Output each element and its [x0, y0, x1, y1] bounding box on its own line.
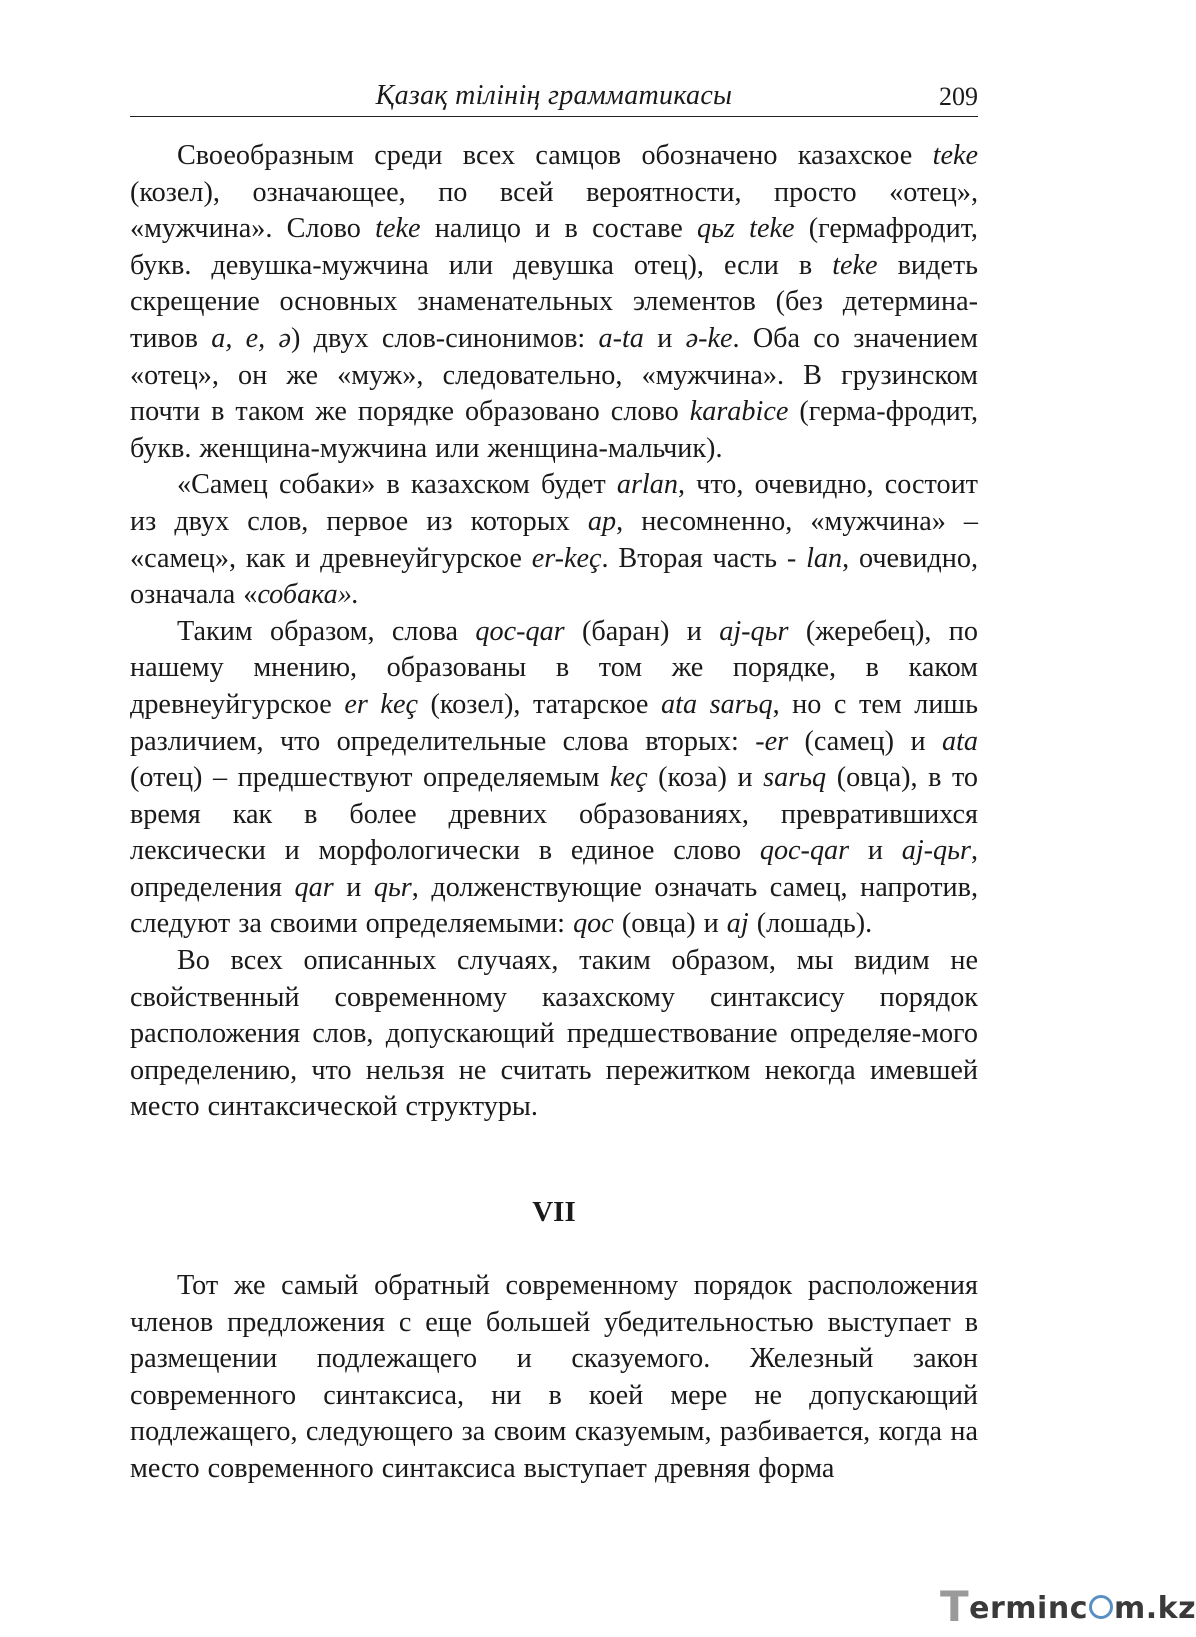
text-run: (герма-фродит, букв. женщина-мужчина или женщина-мальчик).: [130, 396, 979, 464]
text-run: Во всех описанных случаях, таким образом, мы видим не свойственный современному казахскому синтаксису порядок расположения слов, допускающий предшествование определяе-мого определению, что нельзя не считать пережитком некогда имевшей место синтаксической структуры.: [130, 945, 978, 1123]
text-run: и: [333, 871, 374, 903]
text-run: (овца), в то время как в более древних образованиях, превратившихся лексически и морфологически в единое слово: [130, 762, 978, 867]
text-run: . Вторая часть -: [601, 542, 807, 574]
text-run: , определения: [130, 835, 978, 903]
paragraph: [130, 138, 978, 467]
text-run: и: [643, 322, 686, 354]
italic-term: qoc: [573, 908, 614, 940]
italic-term: karabice: [689, 396, 789, 428]
running-header: [130, 78, 978, 117]
text-run: (жеребец), по нашему мнению, образованы в том же порядке, в каком древнеуйгурское: [130, 615, 978, 720]
italic-term: teke: [932, 140, 978, 171]
text-run: (козел), означающее, по всей вероятности, просто «отец», «мужчина». Слово: [130, 176, 978, 245]
italic-term: sarьq: [763, 762, 827, 794]
italic-term: qar: [294, 871, 334, 903]
italic-term: er keç: [344, 688, 418, 720]
italic-term: ata sarьq: [661, 688, 773, 720]
text-run: , долженствующие означать самец, напротив, следуют за своими определяемыми:: [130, 871, 978, 940]
text-run: . Оба со значением «отец», он же «муж», следовательно, «мужчина». В грузинском почти в таком же порядке образовано слово: [130, 322, 978, 428]
site-watermark-logo: [940, 1582, 1196, 1631]
italic-term: aj-qьr: [719, 615, 789, 647]
italic-term: ap: [587, 505, 617, 537]
italic-term: ә-ke: [685, 322, 733, 354]
text-run: (отец) – предшествуют определяемым: [130, 762, 611, 794]
paragraph: [130, 943, 978, 1126]
italic-term: собака».: [257, 579, 359, 611]
page-number: 209: [939, 82, 978, 111]
paragraph: [130, 1268, 978, 1488]
text-run: (самец) и: [788, 725, 942, 757]
watermark-ring-icon: [1089, 1595, 1113, 1619]
text-run: видеть скрещение основных знаменательных элементов (без детермина-тивов: [130, 249, 979, 354]
text-run: (лошадь).: [748, 908, 873, 940]
text-run: Тот же самый обратный современному порядок расположения членов предложения с еще большей убедительностью выступает в размещении подлежащего и сказуемого. Железный закон современного синтаксиса, ни в коей мере не допускающий подлежащего, следующего за своим сказуемым, разбивается, когда на место современного синтаксиса выступает древняя форма: [130, 1270, 978, 1484]
text-run: (козел), татарское: [417, 688, 662, 720]
section-heading: VII: [532, 1196, 576, 1228]
text-run: Таким образом, слова: [177, 615, 476, 647]
italic-term: keç: [610, 762, 648, 794]
text-run: , несомненно, «мужчина» – «самец», как и древнеуйгурское: [130, 505, 978, 574]
book-title: Қазақ тілінің грамматикасы: [375, 80, 733, 111]
text-run: «Самец собаки» в казахском будет: [177, 469, 617, 501]
italic-term: lan: [806, 542, 843, 574]
text-run: (овца) и: [613, 908, 727, 940]
section-text: [130, 1268, 978, 1488]
text-run: (баран) и: [564, 615, 720, 647]
italic-term: aj-qьr: [901, 835, 971, 867]
text-run: (гермафродит, букв. девушка-мужчина или девушка отец), если в: [130, 213, 978, 281]
main-text: [130, 138, 978, 1126]
watermark-text-end: m.kz: [1113, 1591, 1196, 1626]
italic-term: qьz teke: [696, 213, 795, 245]
italic-term: qoc-qar: [475, 615, 565, 647]
italic-term: a, e, ә: [211, 322, 291, 354]
italic-term: er: [764, 725, 789, 757]
watermark-letter-t: T: [940, 1582, 970, 1631]
italic-term: a-ta: [598, 322, 644, 354]
text-run: Своеобразным среди всех самцов обозначено казахское: [177, 140, 933, 171]
text-run: и: [849, 835, 902, 867]
text-run: налицо и в составе: [420, 213, 697, 245]
text-run: ) двух слов-синонимов:: [291, 322, 599, 354]
italic-term: ata: [941, 725, 978, 757]
paragraph: [130, 614, 978, 943]
text-run: , очевидно, означала «: [130, 542, 978, 611]
text-run: , что, очевидно, состоит из двух слов, первое из которых: [130, 469, 978, 537]
italic-term: teke: [375, 213, 421, 245]
paragraph: [130, 467, 978, 613]
italic-term: qoc-qar: [759, 835, 850, 867]
italic-term: aj: [726, 908, 749, 940]
watermark-text-mid: erminc: [969, 1591, 1088, 1626]
italic-term: er-keç: [531, 542, 602, 574]
text-run: (коза) и: [647, 762, 764, 794]
italic-term: qьr: [373, 871, 412, 903]
italic-term: arlan: [616, 469, 678, 501]
italic-term: teke: [832, 249, 878, 281]
text-run: , но с тем лишь различием, что определительные слова вторых: -: [130, 688, 978, 757]
